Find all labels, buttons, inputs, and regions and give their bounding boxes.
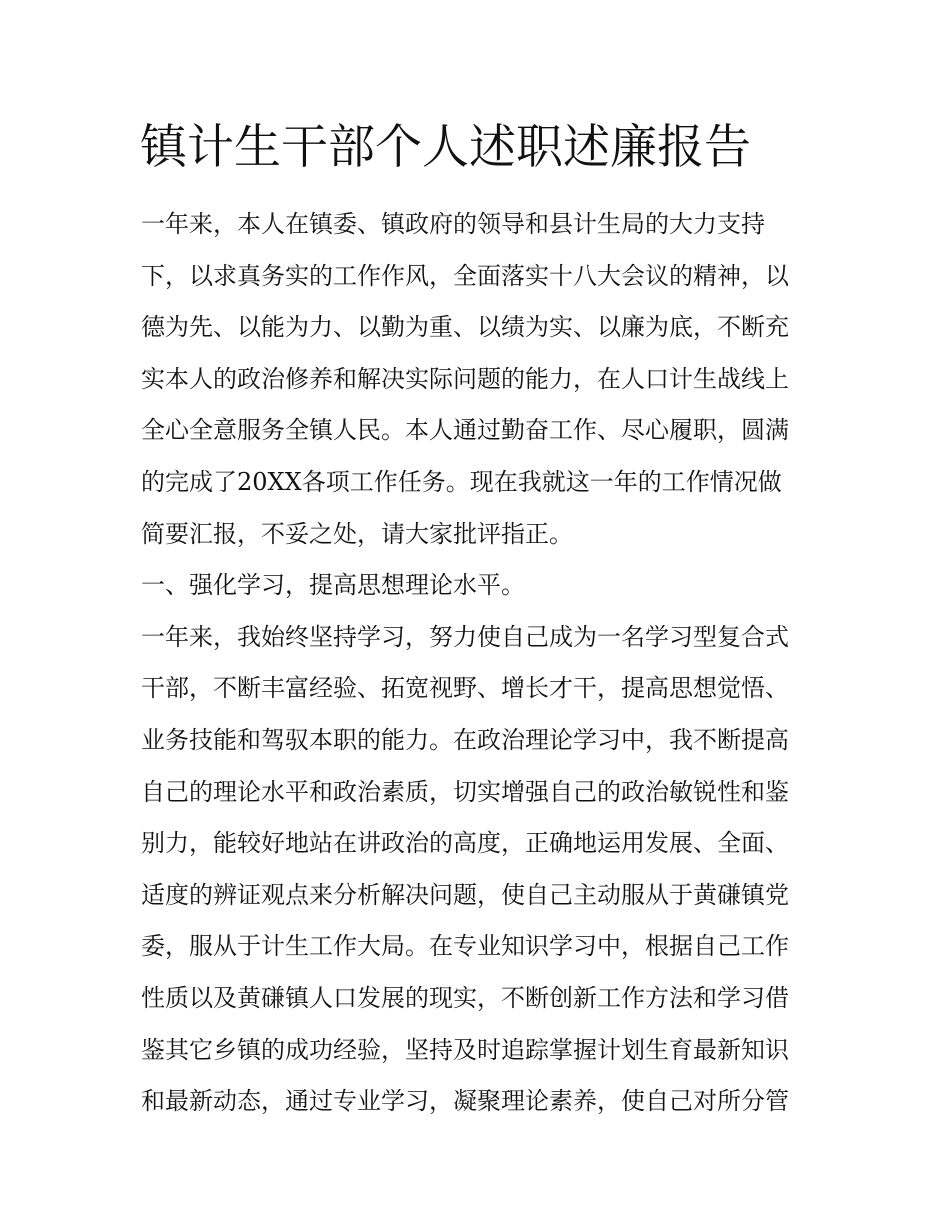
body-line: 和最新动态，通过专业学习，凝聚理论素养，使自己对所分管 [141,1087,789,1116]
body-line: 一年来，本人在镇委、镇政府的领导和县计生局的大力支持 [141,210,765,238]
body-line: 的完成了20XX各项工作任务。现在我就这一年的工作情况做 [141,467,782,496]
body-line: 干部，不断丰富经验、拓宽视野、增长才干，提高思想觉悟、 [141,674,789,703]
document-body [141,199,813,1128]
body-line: 委，服从于计生工作大局。在专业知识学习中，根据自己工作 [141,932,789,961]
body-line: 德为先、以能为力、以勤为重、以绩为实、以廉为底，不断充 [141,313,789,342]
body-line: 简要汇报，不妥之处，请大家批评指正。 [141,519,573,548]
document-title: 镇计生干部个人述职述廉报告 [140,120,751,175]
body-line: 性质以及黄磏镇人口发展的现实，不断创新工作方法和学习借 [141,983,789,1012]
body-line: 全心全意服务全镇人民。本人通过勤奋工作、尽心履职，圆满 [141,416,789,445]
body-line: 别力，能较好地站在讲政治的高度，正确地运用发展、全面、 [141,829,789,858]
body-line: 下，以求真务实的工作作风，全面落实十八大会议的精神，以 [141,261,789,290]
body-line: 自己的理论水平和政治素质，切实增强自己的政治敏锐性和鉴 [141,777,789,806]
body-line: 实本人的政治修养和解决实际问题的能力，在人口计生战线上 [141,364,789,393]
body-line: 一年来，我始终坚持学习，努力使自己成为一名学习型复合式 [141,622,789,651]
body-line: 适度的辨证观点来分析解决问题，使自己主动服从于黄磏镇党 [141,880,789,909]
section-heading: 一、强化学习，提高思想理论水平。 [141,571,525,600]
body-line: 鉴其它乡镇的成功经验，坚持及时追踪掌握计划生育最新知识 [141,1035,789,1064]
body-line: 业务技能和驾驭本职的能力。在政治理论学习中，我不断提高 [141,725,789,754]
